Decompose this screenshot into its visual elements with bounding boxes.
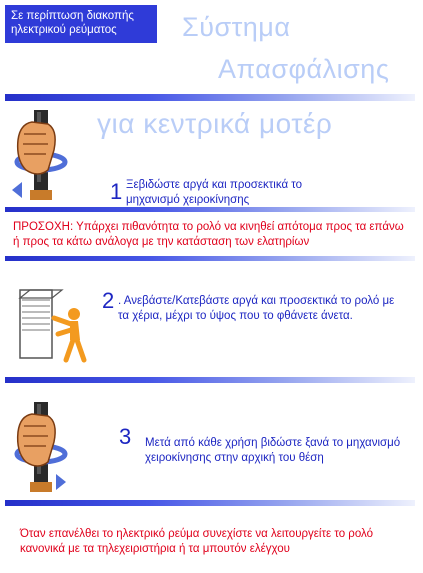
footer-note: Όταν επανέλθει το ηλεκτρικό ρεύμα συνεχίστε να λειτουργείτε το ρολό κανονικά με τα τηλεχειριστήρια ή τα μπουτόν ελέγχου <box>20 528 373 555</box>
step-3-number: 3 <box>119 424 132 449</box>
title-line-3: για κεντρικά μοτέρ <box>97 108 333 139</box>
divider-bar-3 <box>5 256 415 261</box>
divider-bar-2 <box>5 207 415 212</box>
hand-crank-screw-icon <box>8 402 70 494</box>
step-2-number: 2 <box>102 288 115 313</box>
title-line-1: Σύστημα <box>182 12 291 42</box>
power-outage-note: Σε περίπτωση διακοπής ηλεκτρικού ρεύματος <box>5 5 157 43</box>
step-3-text: Μετά από κάθε χρήση βιδώστε ξανά το μηχανισμό χειροκίνησης στην αρχική του θέση <box>145 437 401 464</box>
step-1-text: Ξεβιδώστε αργά και προσεκτικά το μηχανισμό χειροκίνησης <box>126 179 303 206</box>
person-lifting-shutter-icon <box>18 288 104 370</box>
hand-crank-unscrew-icon <box>8 110 70 202</box>
title-line-2: Απασφάλισης <box>218 54 390 84</box>
divider-bar-4 <box>5 377 415 383</box>
divider-bar-1 <box>5 94 415 101</box>
warning-text: ΠΡΟΣΟΧΗ: Υπάρχει πιθανότητα το ρολό να κινηθεί απότομα προς τα επάνω ή προς τα κάτω ανάλογα με την κατάσταση των ελατηρίων <box>13 221 404 248</box>
step-2-text: . Ανεβάστε/Κατεβάστε αργά και προσεκτικά το ρολό με τα χέρια, μέχρι το ύψος που το φθάνετε άνετα. <box>118 295 395 322</box>
divider-bar-5 <box>5 500 415 506</box>
step-1-number: 1 <box>110 179 123 204</box>
